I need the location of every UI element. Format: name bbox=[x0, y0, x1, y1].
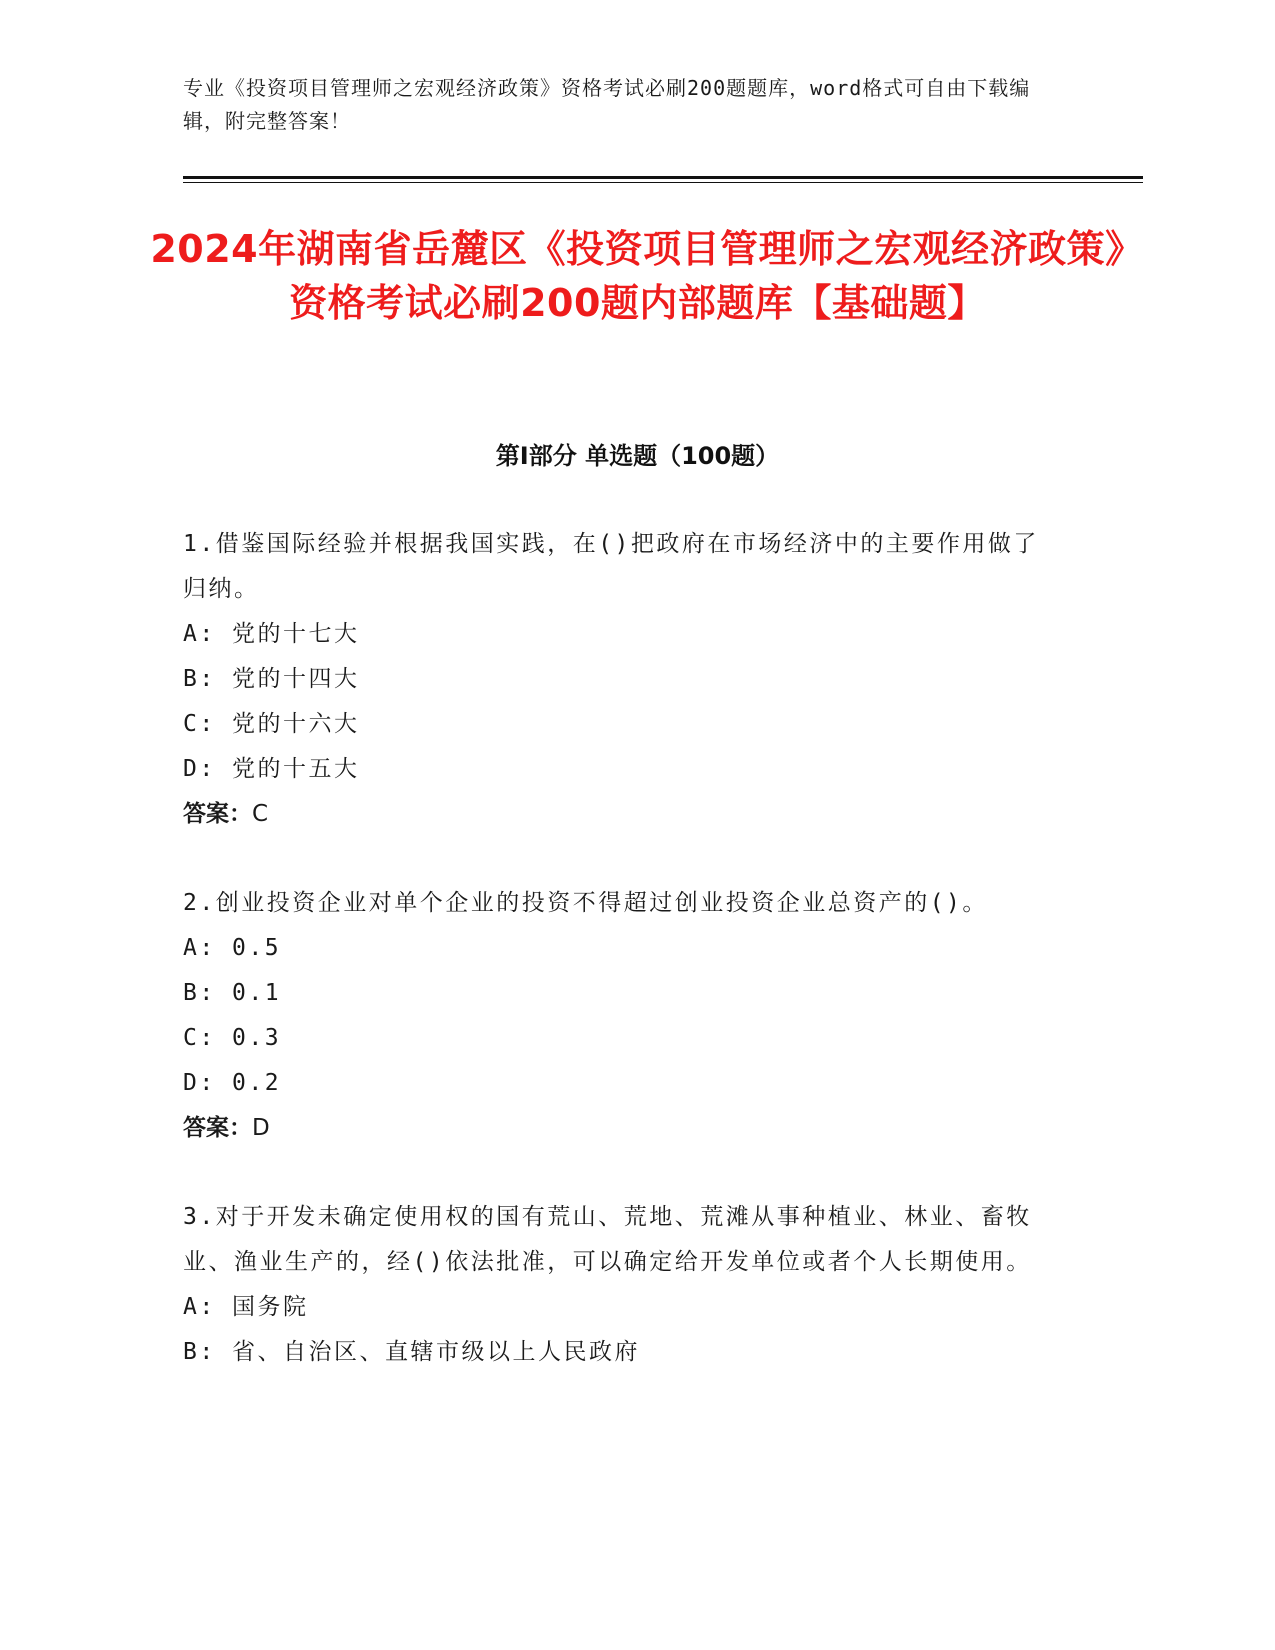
question-list bbox=[183, 522, 1063, 1419]
question-1 bbox=[183, 522, 1063, 837]
document-title: 2024年湖南省岳麓区《投资项目管理师之宏观经济政策》资格考试必刷200题内部题库【基础题】 bbox=[150, 227, 1125, 325]
answer-value: C bbox=[252, 801, 269, 827]
option-a: A: 0.5 bbox=[183, 935, 282, 961]
header-divider-thin bbox=[183, 182, 1143, 183]
answer-line bbox=[183, 792, 1063, 837]
answer-line bbox=[183, 1106, 1063, 1151]
header-note: 专业《投资项目管理师之宏观经济政策》资格考试必刷200题题库，word格式可自由下载编辑，附完整答案！ bbox=[183, 76, 1031, 133]
header-divider-thick bbox=[183, 176, 1143, 179]
option-a: A: 党的十七大 bbox=[183, 621, 360, 647]
option-c: C: 党的十六大 bbox=[183, 711, 360, 737]
answer-label: 答案： bbox=[183, 1115, 252, 1141]
answer-value: D bbox=[252, 1115, 270, 1141]
option-d: D: 0.2 bbox=[183, 1070, 282, 1096]
option-d: D: 党的十五大 bbox=[183, 756, 360, 782]
section-title: 第Ⅰ部分 单选题（100题） bbox=[495, 442, 780, 470]
option-b: B: 党的十四大 bbox=[183, 666, 360, 692]
answer-label: 答案： bbox=[183, 801, 252, 827]
question-stem: 2.创业投资企业对单个企业的投资不得超过创业投资企业总资产的()。 bbox=[183, 890, 988, 916]
question-3 bbox=[183, 1195, 1063, 1375]
option-b: B: 0.1 bbox=[183, 980, 282, 1006]
question-stem: 1.借鉴国际经验并根据我国实践，在()把政府在市场经济中的主要作用做了归纳。 bbox=[183, 531, 1039, 602]
option-a: A: 国务院 bbox=[183, 1294, 309, 1320]
option-c: C: 0.3 bbox=[183, 1025, 282, 1051]
question-stem: 3.对于开发未确定使用权的国有荒山、荒地、荒滩从事种植业、林业、畜牧业、渔业生产的，经()依法批准，可以确定给开发单位或者个人长期使用。 bbox=[183, 1204, 1032, 1275]
option-b: B: 省、自治区、直辖市级以上人民政府 bbox=[183, 1339, 641, 1365]
question-2 bbox=[183, 881, 1063, 1151]
